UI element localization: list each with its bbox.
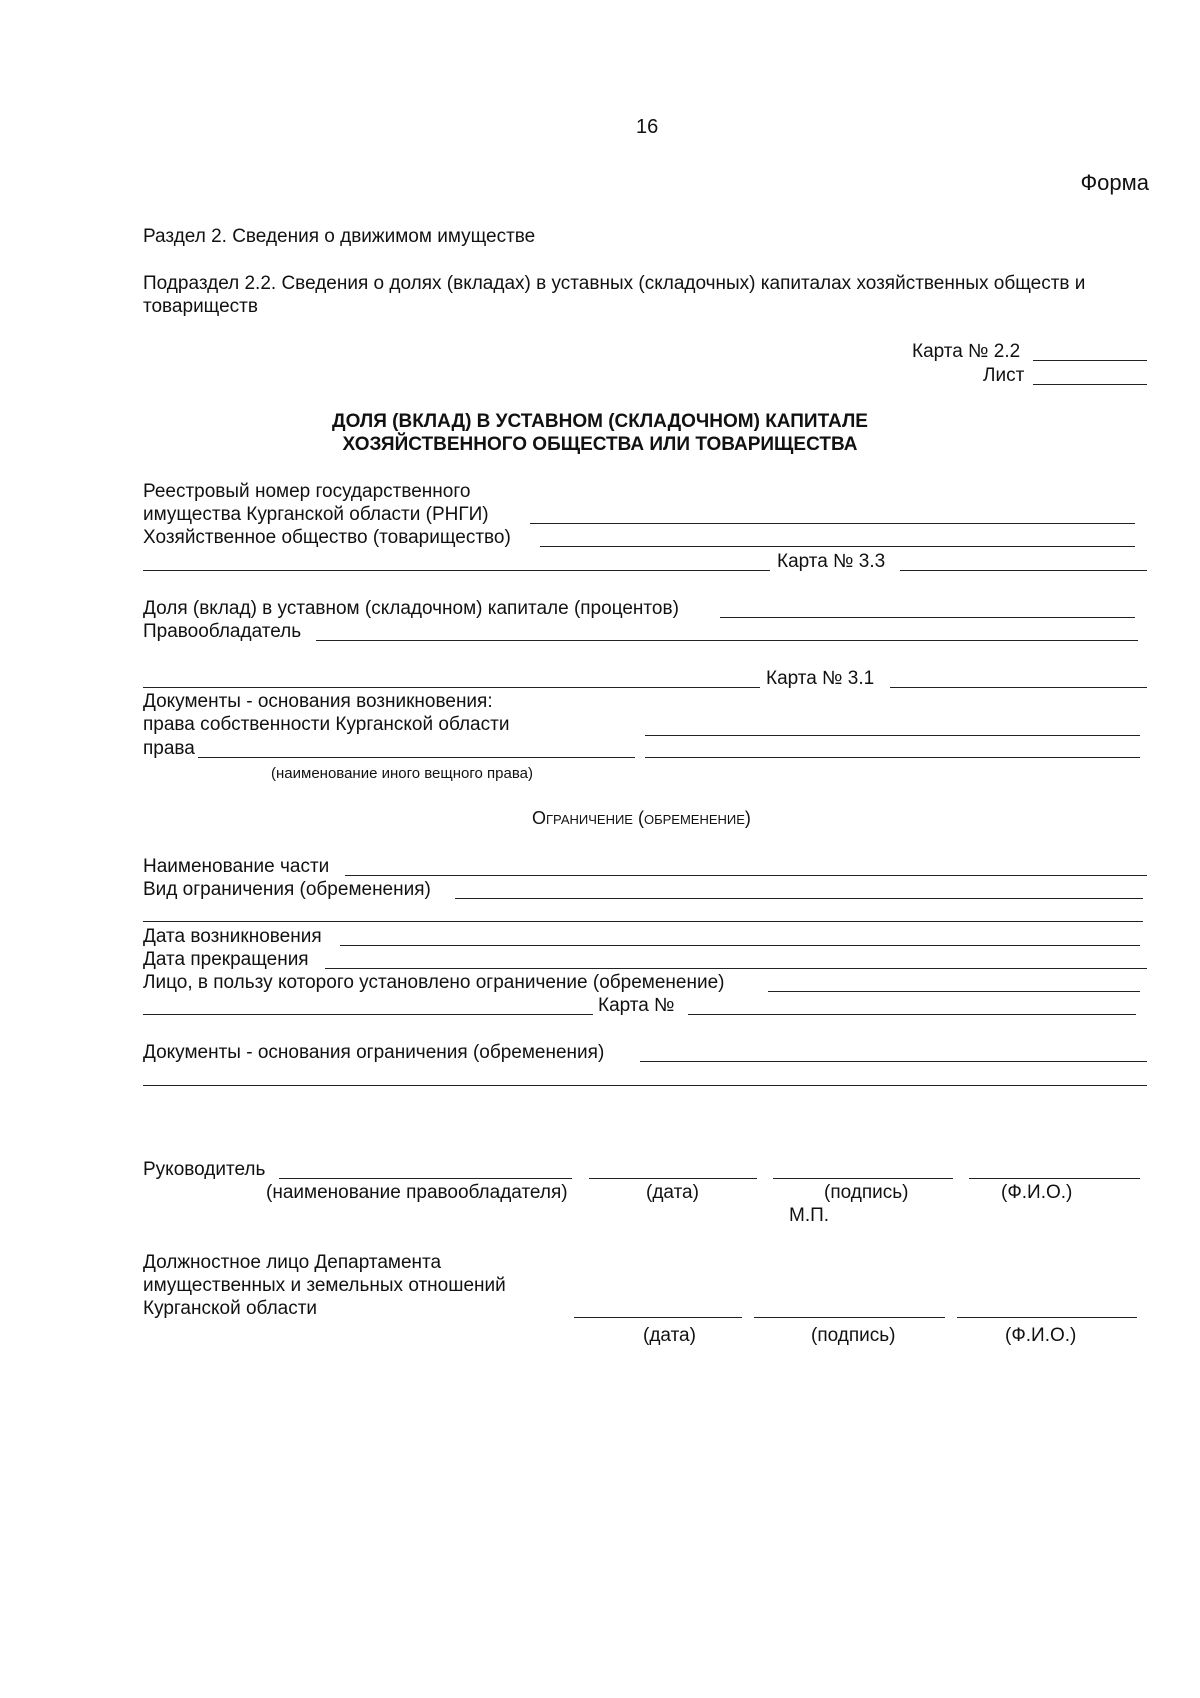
section-title: Раздел 2. Сведения о движимом имуществе (143, 226, 536, 247)
head-fio-caption: (Ф.И.О.) (1001, 1182, 1073, 1203)
holder-field[interactable] (316, 640, 1138, 641)
company-field[interactable] (540, 546, 1135, 547)
official-label-line1: Должностное лицо Департамента (143, 1252, 442, 1273)
restriction-card-label: Карта № (598, 995, 675, 1016)
restriction-docs-label: Документы - основания ограничения (обременения) (143, 1042, 605, 1063)
head-signature-caption: (подпись) (824, 1182, 909, 1203)
card-31-field[interactable] (890, 687, 1147, 688)
holder-name-caption: (наименование правообладателя) (266, 1182, 568, 1203)
document-title-line2: ХОЗЯЙСТВЕННОГО ОБЩЕСТВА ИЛИ ТОВАРИЩЕСТВА (342, 434, 858, 455)
beneficiary-field-line2[interactable] (143, 1014, 593, 1015)
head-signature-field[interactable] (773, 1178, 953, 1179)
beneficiary-field[interactable] (768, 991, 1140, 992)
page-number: 16 (636, 116, 659, 138)
share-label: Доля (вклад) в уставном (складочном) капитале (процентов) (143, 598, 679, 619)
card-31-label: Карта № 3.1 (766, 668, 875, 689)
registry-label-line2: имущества Курганской области (РНГИ) (143, 504, 489, 525)
card-number-label: Карта № 2.2 (912, 341, 1021, 362)
start-date-field[interactable] (340, 945, 1140, 946)
official-fio-caption: (Ф.И.О.) (1005, 1325, 1077, 1346)
official-fio-field[interactable] (957, 1317, 1137, 1318)
form-label: Форма (1080, 170, 1149, 195)
restriction-card-field[interactable] (688, 1014, 1136, 1015)
docs-label-line3: права (143, 738, 195, 759)
ownership-docs-field[interactable] (645, 735, 1140, 736)
holder-label: Правообладатель (143, 621, 302, 642)
official-signature-caption: (подпись) (811, 1325, 896, 1346)
restriction-docs-field[interactable] (640, 1061, 1147, 1062)
official-label-line3: Курганской области (143, 1298, 318, 1319)
part-name-field[interactable] (345, 875, 1147, 876)
holder-name-sign-field[interactable] (279, 1178, 572, 1179)
official-date-field[interactable] (574, 1317, 742, 1318)
holder-field-line2[interactable] (143, 687, 760, 688)
card-33-label: Карта № 3.3 (777, 551, 886, 572)
head-date-field[interactable] (589, 1178, 757, 1179)
document-title-line1: ДОЛЯ (ВКЛАД) В УСТАВНОМ (СКЛАДОЧНОМ) КАПИТАЛЕ (332, 411, 868, 432)
end-date-field[interactable] (325, 968, 1147, 969)
stamp-label: М.П. (789, 1205, 830, 1226)
share-field[interactable] (720, 617, 1135, 618)
card-33-field[interactable] (900, 570, 1147, 571)
subsection-title-line1: Подраздел 2.2. Сведения о долях (вкладах) в уставных (складочных) капиталах хозяйственных обществ и (143, 273, 1086, 294)
part-name-label: Наименование части (143, 856, 330, 877)
end-date-label: Дата прекращения (143, 949, 309, 970)
docs-label-line2: права собственности Курганской области (143, 714, 510, 735)
start-date-label: Дата возникновения (143, 926, 322, 947)
restriction-type-label: Вид ограничения (обременения) (143, 879, 431, 900)
other-right-caption: (наименование иного вещного права) (271, 765, 533, 782)
docs-label-line1: Документы - основания возникновения: (143, 691, 493, 712)
other-right-name-field[interactable] (198, 757, 635, 758)
beneficiary-label: Лицо, в пользу которого установлено ограничение (обременение) (143, 972, 725, 993)
restriction-type-field-line2[interactable] (143, 921, 1143, 922)
subsection-title-line2: товариществ (143, 296, 258, 317)
company-label: Хозяйственное общество (товарищество) (143, 527, 511, 548)
card-number-line[interactable] (1033, 360, 1147, 361)
head-fio-field[interactable] (969, 1178, 1140, 1179)
official-signature-field[interactable] (754, 1317, 945, 1318)
restriction-type-field[interactable] (455, 898, 1143, 899)
restriction-docs-field-line2[interactable] (143, 1085, 1147, 1086)
sheet-line[interactable] (1033, 384, 1147, 385)
registry-number-field[interactable] (530, 523, 1135, 524)
sheet-label: Лист (983, 365, 1025, 386)
restriction-heading: Ограничение (обременение) (532, 808, 751, 828)
official-date-caption: (дата) (643, 1325, 696, 1346)
registry-label-line1: Реестровый номер государственного (143, 481, 471, 502)
official-label-line2: имущественных и земельных отношений (143, 1275, 506, 1296)
head-date-caption: (дата) (646, 1182, 699, 1203)
other-right-docs-field[interactable] (645, 757, 1140, 758)
company-field-line2[interactable] (143, 570, 770, 571)
head-label: Руководитель (143, 1159, 266, 1180)
